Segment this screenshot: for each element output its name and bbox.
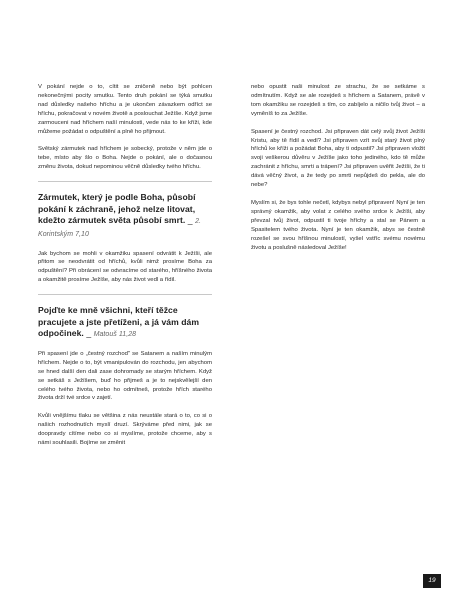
quote-separator: _ — [83, 328, 94, 339]
divider — [38, 294, 212, 295]
divider — [38, 181, 212, 182]
left-column — [38, 83, 212, 457]
quote-reference: 2. Korintským 7,10 — [38, 218, 202, 238]
paragraph: Myslím si, že bys tohle nečetl, kdybys nebyl připraven! Nyní je ten správný okamžik, aby volat z celého svého srdce k Ježíši, aby převzal tvůj život, odpustil ti tvoje hříchy a stal se Pánem a Spasitelem tvého života. Nyní je ten okamžik, abys se čestně rozešel se svou hříšnou minulostí, vyšel vstříc svému novému životu a poslušně následoval Ježíše! — [251, 199, 425, 251]
paragraph: V pokání nejde o to, cítit se zničeně nebo být pohlcen nekonečnými pocity smutku. Tento druh pokání se týká smutku nad důsledky našeho hříchu a je ukončen závazkem odříct se hříchu, pokračovat v novém životě a poslouchat Ježíše. Když jsme zarmouceni nad hříchem naší minulosti, vede nás to ke kříži, kde můžeme požádat o odpuštění a plně ho přijmout. — [38, 84, 212, 135]
paragraph: nebo opustit naši minulost ze strachu, že se setkáme s odmítnutím. Když se ale rozejdeš s hříchem a Satanem, právě v tom okamžiku se rozejdeš s tím, co zabíjelo a ničilo tvůj život – a vyměníš to za Ježíše. — [251, 84, 425, 117]
quote-reference: Matouš 11,28 — [93, 331, 137, 339]
bible-quote — [38, 305, 212, 341]
page-number: 19 — [423, 574, 441, 588]
quote-text: Pojďte ke mně všichni, kteří těžce pracujete a jste přetíženi, a já vám dám odpočinek. — [38, 305, 200, 339]
bible-quote — [38, 192, 212, 240]
paragraph: Spasení je čestný rozchod. Jsi připraven dát celý svůj život Ježíši Kristu, aby tě řídil a vedl? Jsi připraven vzít svůj starý život plný hříchů ke kříži a požádat Boha, aby ti odpustil? Jsi připraven vložit svoji veškerou důvěru v Ježíše jako toho jediného, kdo tě může zachránit z hříchu, smrti a trápení? Jsi připraven uvěřit Ježíši, že ti dává věčný život, a že tedy po smrti nepůjdeš do pekla, ale do nebe? — [251, 128, 425, 189]
right-column — [251, 83, 425, 261]
paragraph: Při spasení jde o „čestný rozchod" se Satanem a naším minulým hříchem. Nejde o to, být vmanipulován do rozchodu, jen abychom se hned další den dali zase dohromady se starým hříchem. Když se setkáš s Ježíšem, buď ho přijmeš a je to nejskvělejší den celého tvého života, nebo ho odmítneš, protože hřích starého života drží tvé srdce v zajetí. — [38, 350, 212, 402]
quote-separator: _ — [185, 215, 196, 226]
quote-text: Zármutek, který je podle Boha, působí pokání k záchraně, jehož nelze litovat, kdežto zármutek světa působí smrt. — [38, 192, 196, 226]
paragraph: Světský zármutek nad hříchem je sobecký, protože v něm jde o tebe, místo aby šlo o Boha. Nejde o pokání, ale o dočasnou změnu života, dokud nepominou věčně důsledky tvého hříchu. — [38, 146, 212, 171]
paragraph: Kvůli vnějšímu tlaku se většina z nás neustále stará o to, co si o našich rozhodnutích myslí druzí. Skrýváme před nimi, jak se doopravdy cítíme nebo co si myslíme, protože chceme, aby s námi souhlasili. Bojíme se změnit — [38, 413, 212, 447]
paragraph: Jak bychom se mohli v okamžiku spasení odvrátit k Ježíši, ale přitom se neodvrátit od hříchů, kvůli nimž prosíme Boha za odpuštění? Při obrácení se odvracíme od starého, hříšného života a okamžitě prosíme Ježíše, aby nás život vedl a řídil. — [38, 250, 212, 284]
